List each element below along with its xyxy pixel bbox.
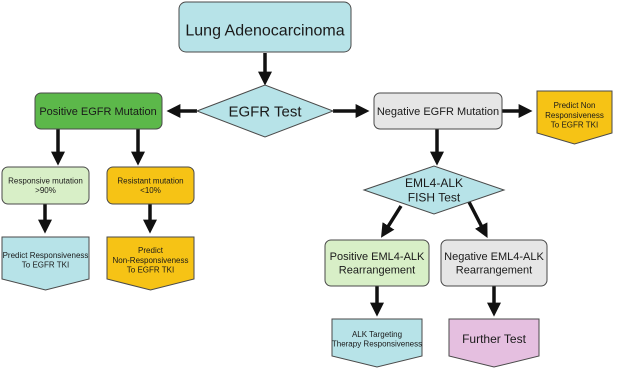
label-line: To EGFR TKI: [126, 265, 175, 275]
label-line: Resistant mutation: [117, 176, 184, 186]
node-label: [228, 103, 302, 120]
label-line: Positive EML4-ALK: [329, 251, 425, 264]
label-line: >90%: [35, 186, 56, 196]
node-positive-egfr-mutation: [35, 93, 162, 129]
label-line: Positive EGFR Mutation: [39, 105, 157, 118]
node-label: [377, 106, 499, 118]
node-predict-non-responsiveness-left: [107, 237, 194, 290]
label-line: <10%: [140, 186, 161, 196]
node-lung-adenocarcinoma: [179, 2, 351, 52]
arrow-eml4-to-positive-eml4: [384, 206, 401, 233]
label-line: To EGFR TKI: [550, 120, 599, 130]
node-negative-egfr-mutation: [374, 93, 502, 129]
label-line: Predict Responsiveness: [2, 250, 89, 260]
label-line: Non-Responsiveness: [112, 255, 189, 265]
label-line: Further Test: [462, 332, 526, 347]
label-line: ALK Targeting: [351, 329, 403, 339]
node-predict-non-responsiveness-right: [537, 91, 612, 144]
label-line: FISH Test: [407, 190, 461, 205]
node-further-test: [449, 319, 539, 367]
node-egfr-test: [197, 85, 333, 137]
node-label: [462, 332, 526, 346]
node-label: [39, 106, 156, 118]
node-label: [444, 251, 544, 277]
node-responsive-mutation: [2, 167, 89, 204]
node-positive-eml4-alk: [325, 240, 429, 286]
label-line: Lung Adenocarcinoma: [185, 22, 345, 40]
node-eml4-alk-fish-test: [364, 166, 504, 214]
label-line: EML4-ALK: [404, 175, 464, 190]
node-label: [185, 23, 344, 40]
node-label: [330, 251, 425, 277]
arrow-eml4-to-negative-eml4: [468, 200, 485, 233]
node-label: [405, 176, 463, 205]
label-line: Predict: [138, 246, 163, 255]
node-predict-responsiveness: [2, 237, 89, 290]
label-line: Rearrangement: [338, 264, 416, 277]
label-line: Predict Non: [553, 101, 596, 110]
label-line: Negative EML4-ALK: [444, 251, 544, 264]
node-negative-eml4-alk: [441, 240, 547, 286]
label-line: Therapy Responsiveness: [331, 339, 423, 349]
label-line: Responsive mutation: [8, 176, 83, 186]
label-line: Responsiveness: [545, 110, 604, 120]
node-label: [545, 101, 604, 130]
label-line: Rearrangement: [455, 264, 533, 277]
label-line: EGFR Test: [228, 103, 302, 121]
node-resistant-mutation: [107, 167, 194, 204]
label-line: Negative EGFR Mutation: [376, 105, 500, 118]
node-alk-targeting: [332, 319, 422, 367]
label-line: To EGFR TKI: [21, 260, 70, 270]
